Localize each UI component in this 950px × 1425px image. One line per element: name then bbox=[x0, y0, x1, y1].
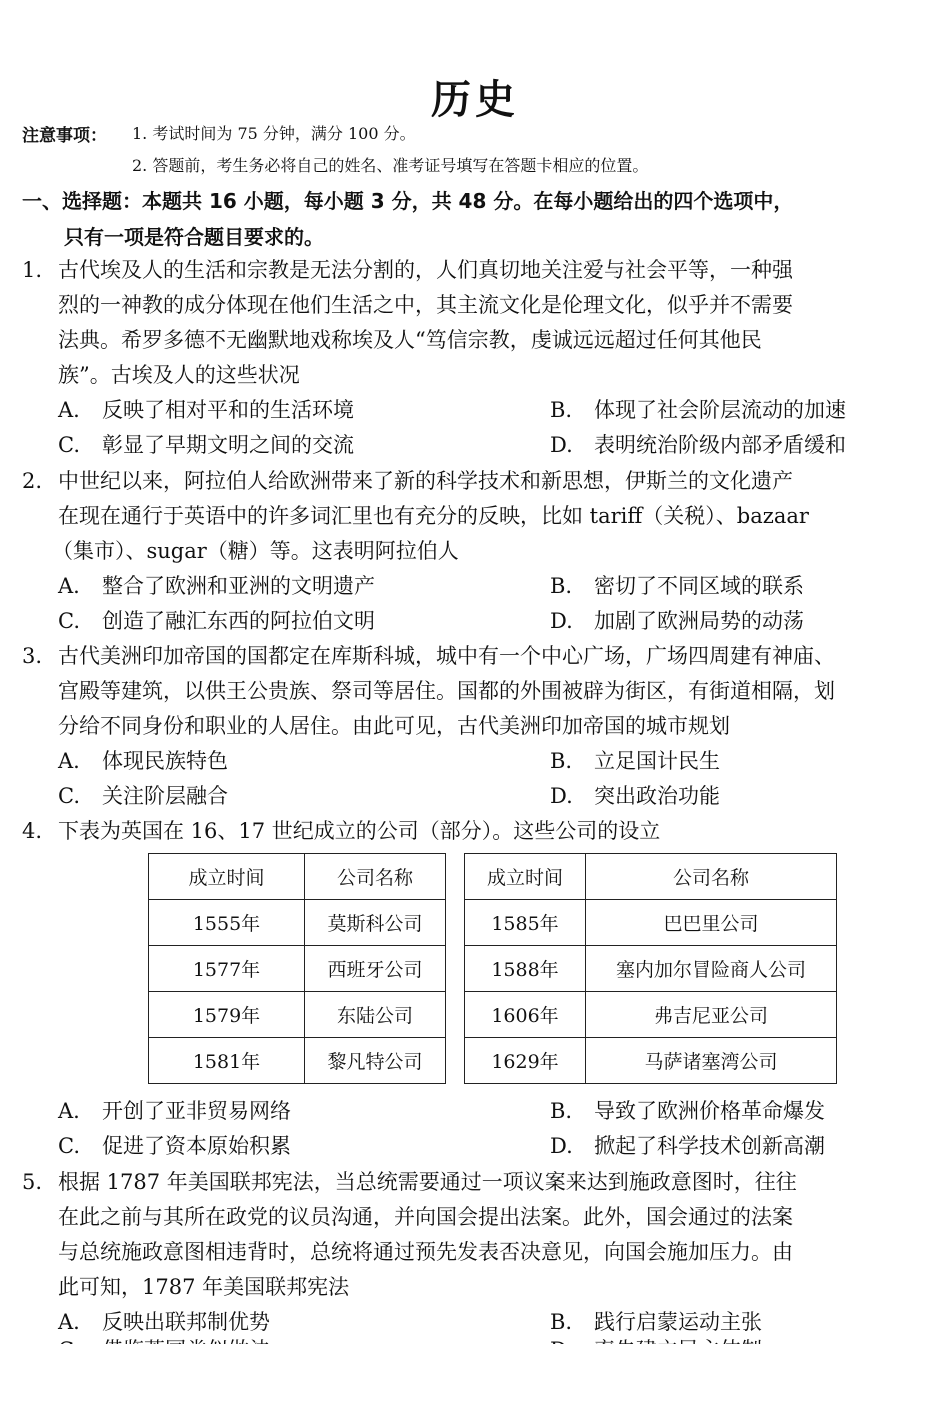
table-cell: 1629年 bbox=[465, 1038, 586, 1084]
question-text: 古代埃及人的生活和宗教是无法分割的，人们真切地关注爱与社会平等，一种强 bbox=[58, 258, 793, 282]
table-cell: 弗吉尼亚公司 bbox=[586, 992, 837, 1038]
section-heading: 一、选择题：本题共 16 小题，每小题 3 分，共 48 分。在每小题给出的四个选项中， bbox=[22, 189, 794, 213]
question-text: 分给不同身份和职业的人居住。由此可见，古代美洲印加帝国的城市规划 bbox=[58, 714, 730, 738]
table-divider bbox=[446, 900, 465, 946]
table-cell: 东陆公司 bbox=[305, 992, 446, 1038]
companies-table bbox=[148, 853, 837, 1084]
table-cell: 塞内加尔冒险商人公司 bbox=[586, 946, 837, 992]
table-cell: 马萨诸塞湾公司 bbox=[586, 1038, 837, 1084]
note-item: 1. 考试时间为 75 分钟，满分 100 分。 bbox=[132, 124, 416, 143]
table-cell: 黎凡特公司 bbox=[305, 1038, 446, 1084]
notes-label: 注意事项： bbox=[22, 126, 107, 146]
table-cell: 1585年 bbox=[465, 900, 586, 946]
option-d[interactable]: D. 掀起了科学技术创新高潮 bbox=[550, 1134, 825, 1158]
table-cell: 1581年 bbox=[149, 1038, 305, 1084]
page-cutoff bbox=[0, 1344, 950, 1425]
table-divider bbox=[446, 1038, 465, 1084]
table-divider bbox=[446, 854, 465, 900]
question-text: 下表为英国在 16、17 世纪成立的公司（部分）。这些公司的设立 bbox=[58, 819, 661, 843]
table-cell: 巴巴里公司 bbox=[586, 900, 837, 946]
column-header: 公司名称 bbox=[305, 854, 446, 900]
page-title: 历史 bbox=[431, 77, 519, 123]
column-header: 公司名称 bbox=[586, 854, 837, 900]
question-number: 5. bbox=[22, 1170, 43, 1194]
table-cell: 1606年 bbox=[465, 992, 586, 1038]
option-a[interactable]: A. 整合了欧洲和亚洲的文明遗产 bbox=[58, 574, 375, 598]
question-text: 在此之前与其所在政党的议员沟通，并向国会提出法案。此外，国会通过的法案 bbox=[58, 1205, 793, 1229]
option-b[interactable]: B. 立足国计民生 bbox=[550, 749, 720, 773]
option-a[interactable]: A. 反映了相对平和的生活环境 bbox=[58, 398, 354, 422]
option-d[interactable]: D. 加剧了欧洲局势的动荡 bbox=[550, 609, 804, 633]
note-item: 2. 答题前，考生务必将自己的姓名、准考证号填写在答题卡相应的位置。 bbox=[132, 156, 649, 175]
question-number: 3. bbox=[22, 644, 43, 668]
table-divider bbox=[446, 992, 465, 1038]
option-c[interactable]: C. 创造了融汇东西的阿拉伯文明 bbox=[58, 609, 375, 633]
question-number: 4. bbox=[22, 819, 43, 843]
table-row bbox=[149, 992, 837, 1038]
question-text: 烈的一神教的成分体现在他们生活之中，其主流文化是伦理文化，似乎并不需要 bbox=[58, 293, 793, 317]
option-d[interactable]: D. 突出政治功能 bbox=[550, 784, 720, 808]
question-text: 此可知，1787 年美国联邦宪法 bbox=[58, 1275, 350, 1299]
table-cell: 莫斯科公司 bbox=[305, 900, 446, 946]
option-c[interactable]: C. 关注阶层融合 bbox=[58, 784, 228, 808]
table-row bbox=[149, 900, 837, 946]
option-a[interactable]: A. 反映出联邦制优势 bbox=[58, 1310, 270, 1334]
table-cell: 1579年 bbox=[149, 992, 305, 1038]
option-b[interactable]: B. 导致了欧洲价格革命爆发 bbox=[550, 1099, 825, 1123]
question-text: （集市）、sugar（糖）等。这表明阿拉伯人 bbox=[52, 539, 459, 563]
section-heading-cont: 只有一项是符合题目要求的。 bbox=[64, 225, 324, 249]
table-cell: 1588年 bbox=[465, 946, 586, 992]
question-text: 在现在通行于英语中的许多词汇里也有充分的反映，比如 tariff（关税）、bazaar bbox=[58, 504, 809, 528]
option-b[interactable]: B. 践行启蒙运动主张 bbox=[550, 1310, 762, 1334]
question-text: 族”。古埃及人的这些状况 bbox=[58, 363, 300, 387]
option-d[interactable]: D. 表明统治阶级内部矛盾缓和 bbox=[550, 433, 846, 457]
table-row bbox=[149, 946, 837, 992]
table-cell: 西班牙公司 bbox=[305, 946, 446, 992]
option-b[interactable]: B. 密切了不同区域的联系 bbox=[550, 574, 804, 598]
question-text: 根据 1787 年美国联邦宪法，当总统需要通过一项议案来达到施政意图时，往往 bbox=[58, 1170, 797, 1194]
option-c[interactable]: C. 彰显了早期文明之间的交流 bbox=[58, 433, 354, 457]
table-cell: 1577年 bbox=[149, 946, 305, 992]
question-text: 中世纪以来，阿拉伯人给欧洲带来了新的科学技术和新思想，伊斯兰的文化遗产 bbox=[58, 469, 793, 493]
question-text: 宫殿等建筑，以供王公贵族、祭司等居住。国都的外围被辟为街区，有街道相隔，划 bbox=[58, 679, 835, 703]
question-text: 古代美洲印加帝国的国都定在库斯科城，城中有一个中心广场，广场四周建有神庙、 bbox=[58, 644, 835, 668]
table-row bbox=[149, 1038, 837, 1084]
table-divider bbox=[446, 946, 465, 992]
option-b[interactable]: B. 体现了社会阶层流动的加速 bbox=[550, 398, 846, 422]
question-text: 法典。希罗多德不无幽默地戏称埃及人“笃信宗教，虔诚远远超过任何其他民 bbox=[58, 328, 762, 352]
table-header-row bbox=[149, 854, 837, 900]
option-c[interactable]: C. 促进了资本原始积累 bbox=[58, 1134, 291, 1158]
table-cell: 1555年 bbox=[149, 900, 305, 946]
column-header: 成立时间 bbox=[149, 854, 305, 900]
column-header: 成立时间 bbox=[465, 854, 586, 900]
question-text: 与总统施政意图相违背时，总统将通过预先发表否决意见，向国会施加压力。由 bbox=[58, 1240, 793, 1264]
option-a[interactable]: A. 开创了亚非贸易网络 bbox=[58, 1099, 291, 1123]
option-a[interactable]: A. 体现民族特色 bbox=[58, 749, 228, 773]
question-number: 1. bbox=[22, 258, 43, 282]
question-number: 2. bbox=[22, 469, 43, 493]
